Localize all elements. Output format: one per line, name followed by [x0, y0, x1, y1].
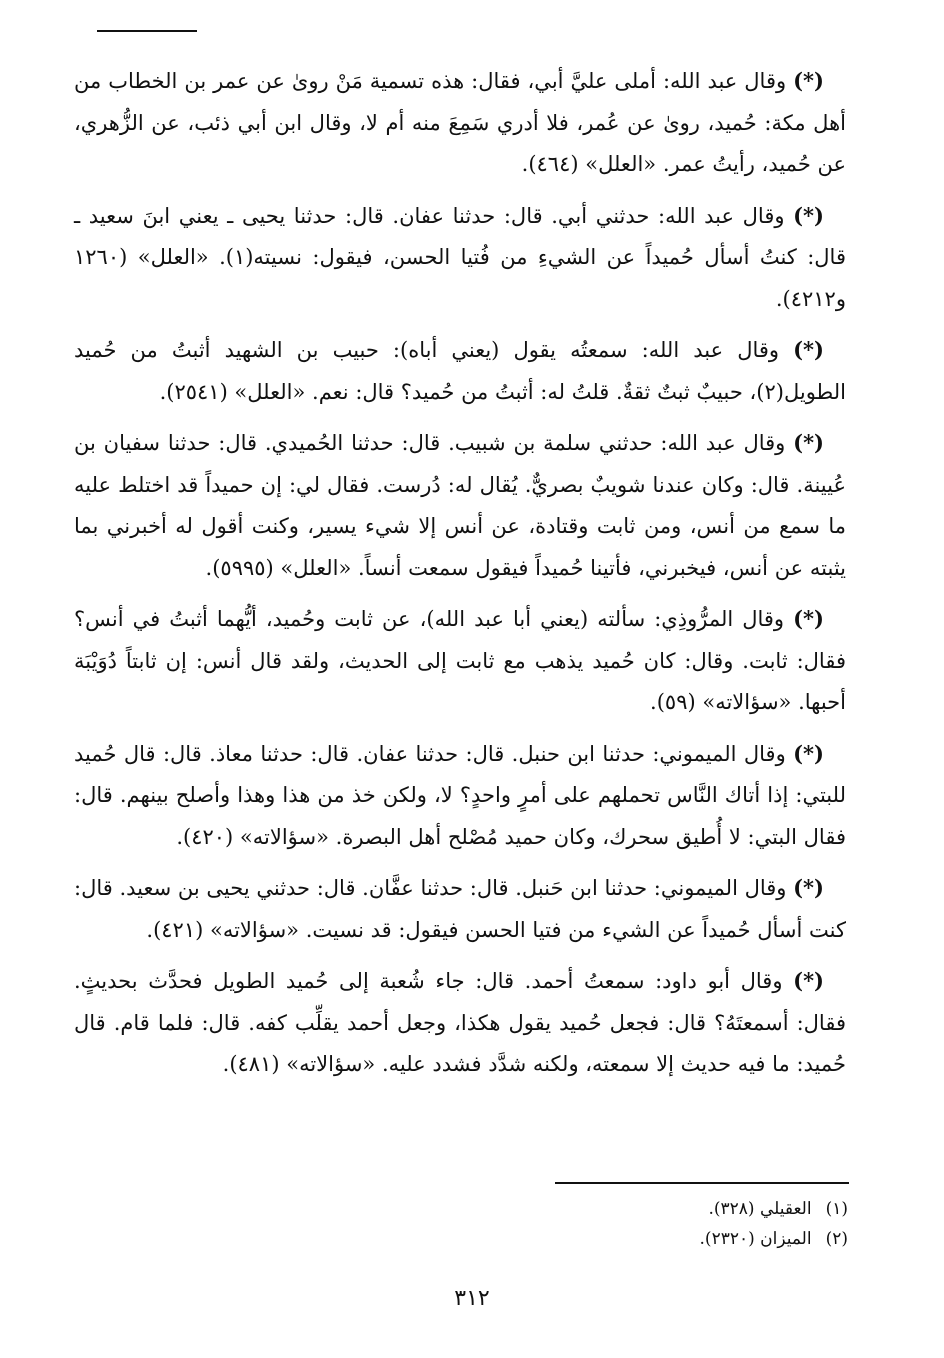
paragraph-text: وقال عبد الله: حدثني سلمة بن شبيب. قال: حدثنا الحُميدي. قال: حدثنا سفيان بن عُيينة. قال: وكان عندنا شويبٌ بصريٌّ. يُقال له: دُرست. فقال لي: إن حميداً قد اختلط عليه ما سمع من أنس، ومن ثابت وقتادة، عن أنس إلا شيء يسير، وكنت أقول له أخبرني بما يثبته عن أنس، فيخبرني، فأتينا حُميداً فيقول سمعت أنساً. «العلل» (٥٩٩٥). [74, 431, 846, 580]
footnote-number: (١) [825, 1199, 848, 1219]
footnote-2 [548, 1224, 848, 1254]
star-marker: (*) [793, 337, 824, 362]
paragraph-4 [74, 422, 846, 589]
star-marker: (*) [793, 68, 824, 93]
paragraph-8 [74, 960, 846, 1086]
footnote-1 [548, 1194, 848, 1224]
paragraph-text: وقال الميموني: حدثنا ابن حنبل. قال: حدثنا عفان. قال: حدثنا معاذ. قال: قال حُميد للبتي: إذا أتاك النَّاس تحملهم على أمرٍ واحدٍ؟ لا، ولكن خذ من هذا وهذا وأصلح بينهم. قال: فقال البتي: لا أُطيق سحرك، وكان حميد مُصْلح أهل البصرة. «سؤالاته» (٤٢٠). [74, 741, 846, 849]
star-marker: (*) [793, 740, 824, 766]
paragraph-text: وقال عبد الله: أملى عليَّ أبي، فقال: هذه تسمية مَنْ روىٰ عن عمر بن الخطاب من أهل مكة: حُميد، روىٰ عن عُمر، فلا أدري سَمِعَ منه أم لا، وقال ابن أبي ذئب، عن الزُّهري، عن حُميد، رأيتُ عمر. «العلل» (٤٦٤). [74, 69, 846, 176]
paragraph-text: وقال عبد الله: حدثني أبي. قال: حدثنا عفان. قال: حدثنا يحيى ـ يعني ابنَ سعيد ـ قال: كنتُ أسأل حُميداً عن الشيءِ من فُتيا الحسن، فيقول: نسيته(١). «العلل» (١٢٦٠ و٤٢١٢). [74, 203, 846, 311]
footnote-text: الميزان (٢٣٢٠). [699, 1229, 812, 1249]
paragraph-6 [74, 733, 846, 859]
top-rule [97, 30, 197, 32]
star-marker: (*) [793, 968, 824, 993]
paragraph-text: وقال الميموني: حدثنا ابن حَنبل. قال: حدثنا عفَّان. قال: حدثني يحيى بن سعيد. قال: كنت أسأل حُميداً عن الشيء من فتيا الحسن فيقول: قد نسيت. «سؤالاته» (٤٢١). [74, 876, 846, 942]
star-marker: (*) [793, 606, 824, 631]
footnote-number: (٢) [825, 1229, 848, 1249]
footnotes [548, 1194, 848, 1254]
footnote-rule [555, 1182, 849, 1184]
page-number: ٣١٢ [454, 1286, 490, 1311]
paragraph-text: وقال عبد الله: سمعتُه يقول (يعني أباه): حبيب بن الشهيد أثبتُ من حُميد الطويل(٢)، حبيبٌ ثبتٌ ثقةٌ. قلتُ له: أثبتُ من حُميد؟ قال: نعم. «العلل» (٢٥٤١). [74, 338, 846, 404]
footnote-text: العقيلي (٣٢٨). [708, 1199, 812, 1219]
paragraph-text: وقال المرُّوذِي: سألته (يعني أبا عبد الله)، عن ثابت وحُميد، أيُّهما أثبتُ في أنس؟ فقال: ثابت. وقال: كان حُميد يذهب مع ثابت إلى الحديث، ولقد قال أنس: إن ثابتاً دُوَيْبَة أحبها. «سؤالاته» (٥٩). [74, 607, 846, 714]
paragraph-5 [74, 598, 846, 724]
paragraph-3 [74, 329, 846, 413]
star-marker: (*) [793, 875, 824, 900]
paragraph-7 [74, 867, 846, 951]
paragraph-1 [74, 60, 846, 186]
main-text [74, 60, 846, 1086]
paragraph-text: وقال أبو داود: سمعتُ أحمد. قال: جاء شُعبة إلى حُميد الطويل فحدَّث بحديثٍ. فقال: أسمعتَهُ؟ قال: فجعل حُميد يقول هكذا، وجعل أحمد يقلِّب كفه. قال: فلما قام. قال حُميد: ما فيه حديث إلا سمعته، ولكنه شدَّد فشدد عليه. «سؤالاته» (٤٨١). [74, 969, 846, 1076]
star-marker: (*) [793, 430, 824, 455]
paragraph-2 [74, 195, 846, 321]
star-marker: (*) [793, 202, 824, 228]
